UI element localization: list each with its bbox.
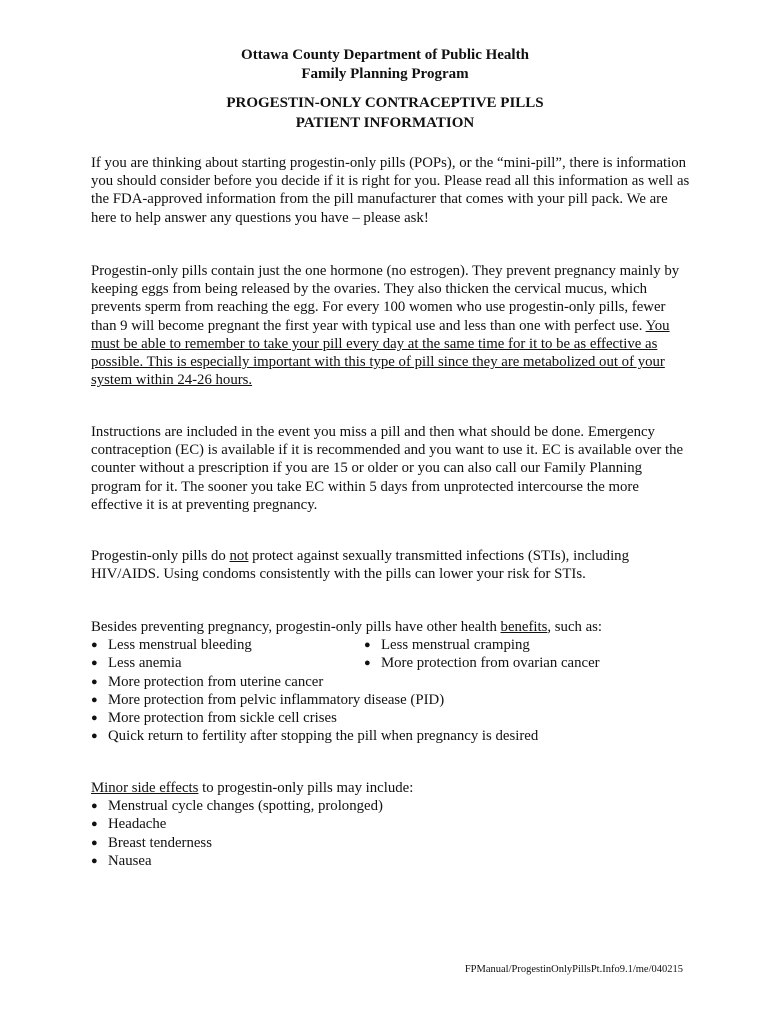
benefits-intro: Besides preventing pregnancy, progestin-only pills have other health bbox=[91, 619, 501, 635]
document-title-line1: PROGESTIN-ONLY CONTRACEPTIVE PILLS bbox=[226, 95, 544, 111]
list-item: ● More protection from uterine cancer bbox=[91, 673, 691, 691]
benefits-word: benefits bbox=[500, 619, 548, 635]
list-item: ● Quick return to fertility after stopping the pill when pregnancy is desired bbox=[91, 727, 691, 745]
side-effects-intro: to progestin-only pills may include: bbox=[198, 780, 414, 796]
benefits-list bbox=[91, 673, 691, 746]
document-title-line2: PATIENT INFORMATION bbox=[295, 115, 475, 131]
side-effects-list bbox=[91, 797, 691, 870]
sti-text-after: protect against sexually transmitted infections (STIs), including HIV/AIDS. Using condoms consistently with the pills can lower your risk for STIs. bbox=[91, 548, 629, 583]
sti-paragraph bbox=[91, 547, 691, 583]
list-item: ● Breast tenderness bbox=[91, 834, 691, 852]
document-footer-code: FPManual/ProgestinOnlyPillsPt.Info9.1/me/040215 bbox=[464, 964, 683, 975]
sti-text-before: Progestin-only pills do bbox=[91, 548, 230, 564]
benefits-section bbox=[91, 618, 691, 745]
benefits-row-1 bbox=[91, 636, 691, 654]
benefits-intro-end: , such as: bbox=[547, 619, 603, 635]
how-text: Progestin-only pills contain just the one hormone (no estrogen). They prevent pregnancy mainly by keeping eggs from being released by the ovaries. They also thicken the cervical mucus, which prevents sperm from reaching the egg. For every 100 women who use progestin-only pills, fewer than 9 will become pregnant the first year with typical use and less than one with perfect use. bbox=[91, 263, 680, 334]
list-item: ● More protection from ovarian cancer bbox=[364, 654, 600, 672]
list-item: ● Menstrual cycle changes (spotting, prolonged) bbox=[91, 797, 691, 815]
list-item: ● Less anemia bbox=[91, 654, 364, 672]
list-item: ● Less menstrual cramping bbox=[364, 636, 530, 654]
list-item: ● More protection from pelvic inflammatory disease (PID) bbox=[91, 691, 691, 709]
org-name: Ottawa County Department of Public Health bbox=[241, 47, 529, 63]
instructions-text: Instructions are included in the event you miss a pill and then what should be done. Emergency contraception (EC) is available if it is recommended and you want to use it. EC is available over the counter without a prescription if you are 15 or older or you can also call our Family Planning program for it. The sooner you take EC within 5 days from unprotected intercourse the more effective it is at preventing pregnancy. bbox=[91, 424, 684, 513]
side-effects-heading: Minor side effects bbox=[91, 780, 199, 796]
list-item: ● More protection from sickle cell crises bbox=[91, 709, 691, 727]
list-item: ● Nausea bbox=[91, 852, 691, 870]
program-name: Family Planning Program bbox=[301, 66, 469, 82]
intro-text: If you are thinking about starting progestin-only pills (POPs), or the “mini-pill”, there is information you should consider before you decide if it is right for you. Please read all this information as well as the FDA-approved information from the pill manufacturer that comes with your pill pack. We are here to help answer any questions you have – please ask! bbox=[91, 155, 690, 226]
benefits-row-2 bbox=[91, 654, 691, 672]
sti-not: not bbox=[229, 548, 249, 564]
instructions-paragraph bbox=[91, 423, 691, 514]
daily-use-warning: You must be able to remember to take your pill every day at the same time for it to be as effective as possible. This is especially important with this type of pill since they are metabolized out of your system within 24-26 hours. bbox=[91, 317, 670, 389]
intro-paragraph bbox=[91, 154, 691, 227]
list-item: ● Headache bbox=[91, 815, 691, 833]
list-item: ● Less menstrual bleeding bbox=[91, 636, 364, 654]
side-effects-section bbox=[91, 779, 691, 870]
how-it-works-paragraph bbox=[91, 262, 691, 389]
